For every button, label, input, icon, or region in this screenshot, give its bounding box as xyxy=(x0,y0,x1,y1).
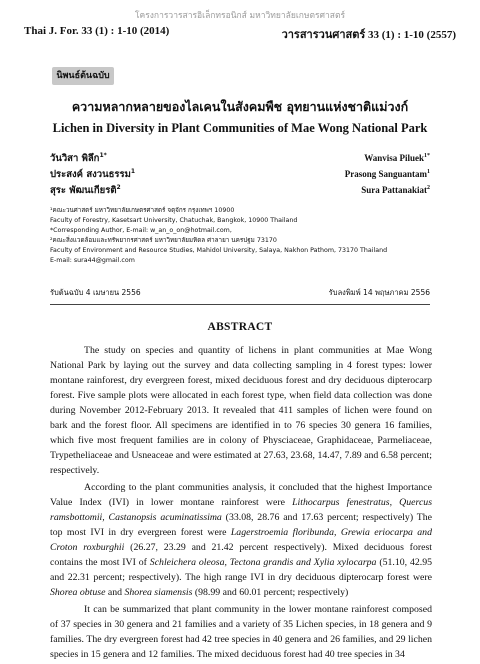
abstract-paragraph: According to the plant communities analysis, it concluded that the highest Importance Value Index (IVI) in lower montane rainforest were Lithocarpus fenestratus, Quercus ramsbottomii, Castanopsis acuminatissima (33.08, 28.76 and 17.63 percent; respectively) The top most IVI in dry evergreen forest were Lagerstroemia floribunda, Grewia eriocarpa and Croton roxburghii (26.27, 23.29 and 21.42 percent respectively). Mixed deciduous forest contains the most IVI of Schleichera oleosa, Tectona grandis and Xylia xylocarpa (51.10, 42.95 and 22.31 percent; respectively). The high range IVI in dry deciduous dipterocarp forest were Shorea obtuse and Shorea siamensis (98.99 and 60.01 percent; respectively) xyxy=(50,482,433,598)
affiliation-line: ¹คณะวนศาสตร์ มหาวิทยาลัยเกษตรศาสตร์ จตุจักร กรุงเทพฯ 10900 xyxy=(50,207,235,214)
affiliation-line: *Corresponding Author, E-mail: w_an_o_on@hotmail.com, xyxy=(50,227,232,234)
author-name-thai: สุระ พัฒนเกียรติ$^2$ xyxy=(50,183,121,196)
abstract-paragraph: It can be summarized that plant community in the lower montane rainforest composed of 37 species in 30 genera and 21 families and a variety of 35 Lichen species, in 18 genera and 9 families. The dry evergreen forest had 42 tree species in 40 genera and 26 families, and 29 lichen species in 15 genera and 12 families. The mixed deciduous forest had 40 tree species in 34 xyxy=(50,604,432,660)
accepted-date: รับลงพิมพ์ 14 พฤษภาคม 2556 xyxy=(328,288,430,297)
journal-citation-th: วารสารวนศาสตร์ 33 (1) : 1-10 (2557) xyxy=(281,29,456,41)
affiliations xyxy=(50,206,430,266)
received-date: รับต้นฉบับ 4 เมษายน 2556 xyxy=(50,288,141,297)
author-row xyxy=(50,182,430,198)
affiliation-line: ²คณะสิ่งแวดล้อมและทรัพยากรศาสตร์ มหาวิทยาลัยมหิดล ศาลายา นครปฐม 73170 xyxy=(50,237,277,244)
journal-citation-en: Thai J. For. 33 (1) : 1-10 (2014) xyxy=(24,25,170,37)
affiliation-line: E-mail: sura44@gmail.com xyxy=(50,257,135,264)
author-name-english: Wanvisa Piluek$^{1*}$ xyxy=(364,153,430,163)
divider xyxy=(50,304,430,305)
submission-dates xyxy=(50,287,430,299)
author-name-english: Sura Pattanakiat$^2$ xyxy=(361,185,430,195)
running-header xyxy=(24,25,456,43)
affiliation-line: Faculty of Forestry, Kasetsart University, Chatuchak, Bangkok, 10900 Thailand xyxy=(50,217,298,224)
title-english: Lichen in Diversity in Plant Communities of Mae Wong National Park xyxy=(52,121,428,135)
author-row xyxy=(50,150,430,166)
author-name-english: Prasong Sanguantam$^1$ xyxy=(344,169,430,179)
abstract-heading: ABSTRACT xyxy=(207,321,273,333)
author-name-thai: ประสงค์ สงวนธรรม$^1$ xyxy=(50,167,136,180)
author-row xyxy=(50,166,430,182)
section-badge: นิพนธ์ต้นฉบับ xyxy=(52,67,114,85)
author-list xyxy=(50,150,430,198)
watermark-text: โครงการวารสารอิเล็กทรอนิกส์ มหาวิทยาลัยเกษตรศาสตร์ xyxy=(134,11,346,21)
title-thai: ความหลากหลายของไลเคนในสังคมพืช อุทยานแห่งชาติแม่วงก์ xyxy=(71,99,409,114)
affiliation-line: Faculty of Environment and Resource Studies, Mahidol University, Salaya, Nakhon Pathom, 73170 Thailand xyxy=(50,247,388,254)
author-name-thai: วันวิสา พิลึก$^{1*}$ xyxy=(50,151,107,164)
abstract-paragraph: The study on species and quantity of lichens in plant communities at Mae Wong National Park by laying out the survey and data collecting sampling in 4 forest types: lower montane rainforest, dry evergreen forest, mixed deciduous forest and dry deciduous dipterocarp forest. Five sample plots were allocated in each forest type, when field data collection was done during November 2012-February 2013. It revealed that 411 samples of lichen were found on bark and the forest floor. All specimens are identified in to 76 species 30 genera 16 families, which five most frequent families are in colony of Physciaceae, Graphidaceae, Parmeliaceae, Trypetheliaceae and Usneaceae and were estimated at 27.63, 23.68, 14.47, 7.89 and 6.58 percent; respectively. xyxy=(50,345,432,476)
abstract-body xyxy=(50,343,432,662)
